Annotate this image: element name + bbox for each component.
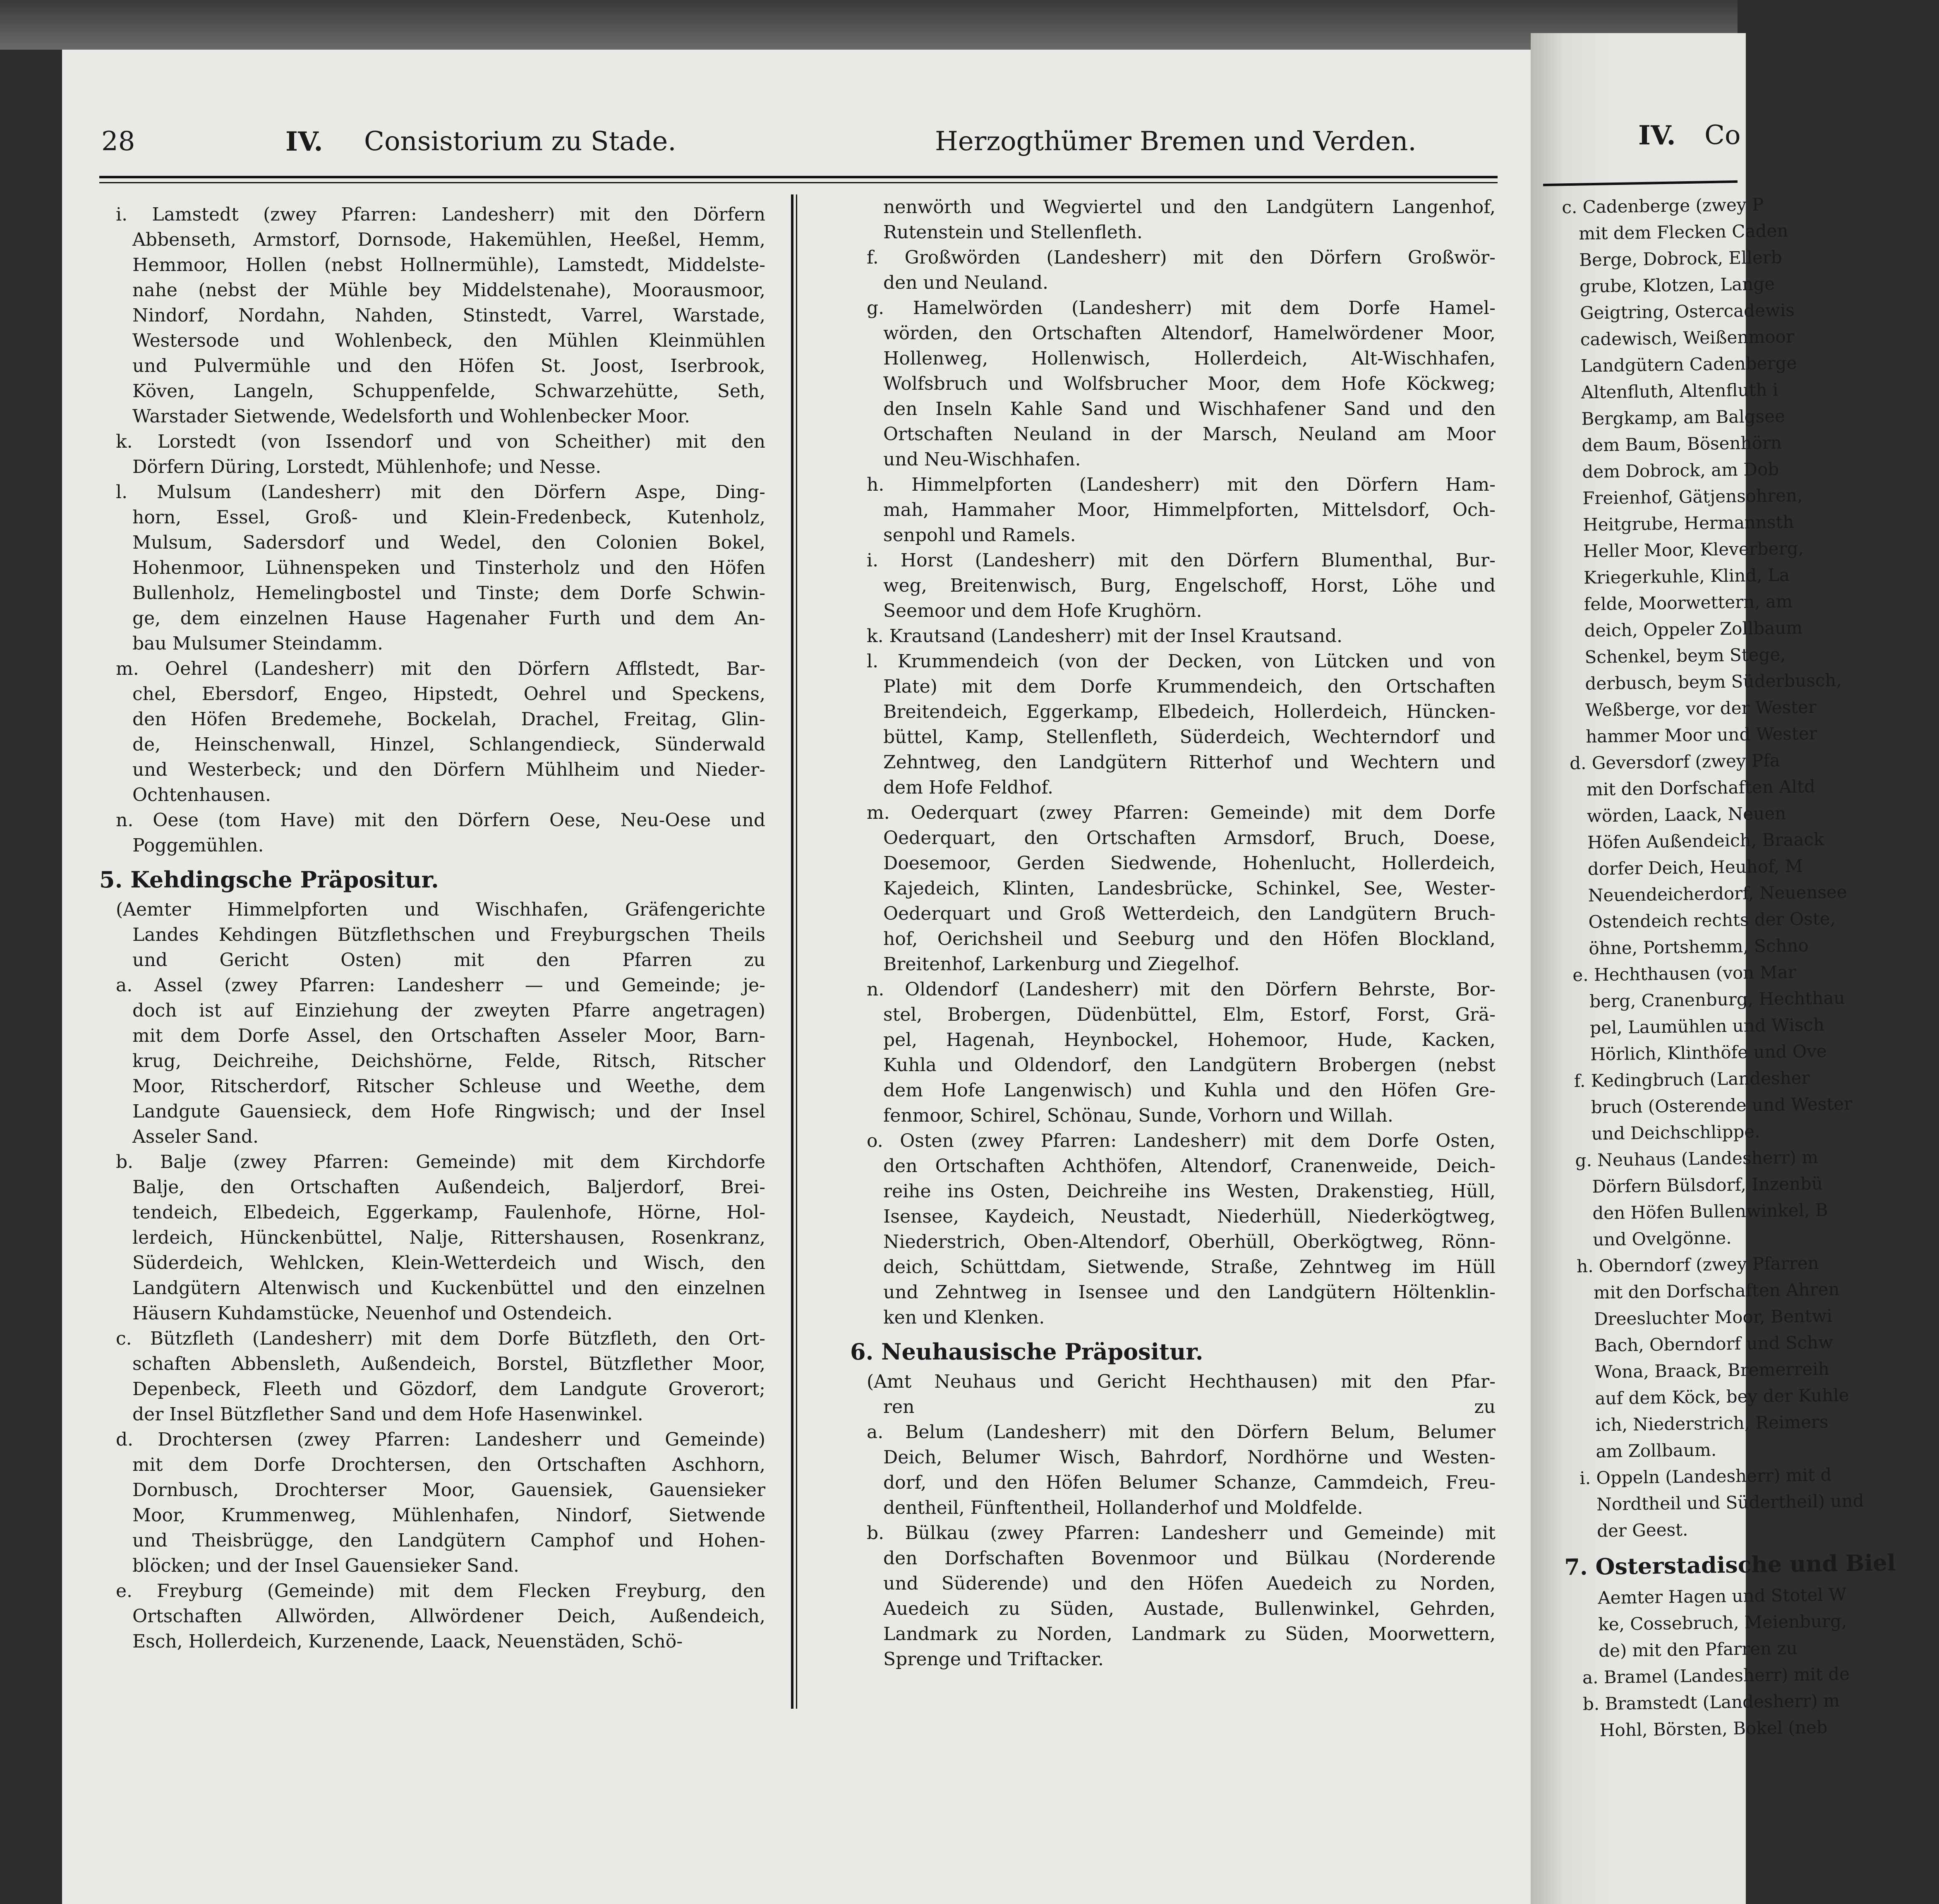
next-page-chapter: IV.	[1638, 120, 1676, 151]
text-line: Bullenholz, Hemelingbostel und Tinste; dem Dorfe Schwin-	[132, 583, 765, 604]
text-line: Ostendeich rechts der Oste,	[1588, 908, 1836, 932]
text-line: der Insel Bützflether Sand und dem Hofe Hasenwinkel.	[132, 1404, 643, 1425]
text-line: Landgütern Cadenberge	[1580, 353, 1797, 376]
text-line: dorfer Deich, Heuhof, M	[1587, 856, 1803, 879]
text-line: der Geest.	[1596, 1519, 1688, 1541]
left-column	[99, 202, 765, 1654]
text-line: dem Hofe Langenwisch) und Kuhla und den Höfen Gre-	[883, 1080, 1496, 1101]
text-line: derbusch, beym Süderbusch,	[1585, 670, 1842, 694]
entry-first-line: m. Oederquart (zwey Pfarren: Gemeinde) mit dem Dorfe	[867, 802, 1496, 823]
entry-first-line: n. Oldendorf (Landesherr) mit den Dörfern Behrste, Bor-	[867, 979, 1496, 1000]
text-line: de, Heinschenwall, Hinzel, Schlangendieck, Sünderwald	[132, 734, 765, 755]
text-line: wörden, Laack, Neuen	[1587, 803, 1786, 826]
text-line: ge, dem einzelnen Hause Hagenaher Furth und dem An-	[132, 608, 765, 629]
text-line: ich, Niederstrich, Reimers	[1595, 1411, 1829, 1435]
entry-first-line: i. Lamstedt (zwey Pfarren: Landesherr) mit den Dörfern	[116, 204, 765, 225]
text-line: Höfen Außendeich, Braack	[1587, 829, 1824, 853]
entry-first-line: b. Bramstedt (Landesherr) m	[1582, 1690, 1840, 1715]
text-line: Poggemühlen.	[132, 835, 264, 856]
entry-first-line: b. Balje (zwey Pfarren: Gemeinde) mit dem Kirchdorfe	[116, 1151, 765, 1173]
text-line: cadewisch, Weißenmoor	[1580, 326, 1795, 350]
text-line: stel, Brobergen, Düdenbüttel, Elm, Estorf, Forst, Grä-	[883, 1004, 1496, 1025]
text-line: Seemoor und dem Hofe Krughörn.	[883, 600, 1202, 621]
text-line: und Neu-Wischhafen.	[883, 449, 1081, 470]
entry-first-line: a. Assel (zwey Pfarren: Landesherr — und Gemeinde; je-	[116, 975, 765, 996]
scan-background-top	[0, 0, 1738, 50]
text-line: bau Mulsumer Steindamm.	[132, 633, 383, 654]
text-line: Depenbeck, Fleeth und Gözdorf, dem Landgute Groverort;	[132, 1379, 765, 1400]
entry-first-line: c. Bützfleth (Landesherr) mit dem Dorfe Bützfleth, den Ort-	[116, 1328, 765, 1349]
text-line: Heller Moor, Kleverberg,	[1583, 538, 1804, 561]
entry-first-line: l. Mulsum (Landesherr) mit den Dörfern Aspe, Ding-	[116, 482, 765, 503]
text-line: Breitendeich, Eggerkamp, Elbedeich, Hollerdeich, Hüncken-	[883, 701, 1496, 722]
text-line: deich, Schüttdam, Sietwende, Straße, Zehntweg im Hüll	[883, 1257, 1496, 1278]
text-line: lerdeich, Hünckenbüttel, Nalje, Rittershausen, Rosenkranz,	[132, 1227, 765, 1248]
entry-first-line: h. Himmelpforten (Landesherr) mit den Dörfern Ham-	[867, 474, 1496, 495]
section-heading: 5. Kehdingsche Präpositur.	[99, 866, 439, 893]
text-line: den Höfen Bredemehe, Bockelah, Drachel, Freitag, Glin-	[132, 709, 765, 730]
text-line: Hemmoor, Hollen (nebst Hollnermühle), Lamstedt, Middelste-	[132, 254, 765, 276]
entry-first-line: o. Osten (zwey Pfarren: Landesherr) mit dem Dorfe Osten,	[867, 1130, 1496, 1151]
text-line: Dornbusch, Drochterser Moor, Gauensiek, Gauensieker	[132, 1480, 765, 1501]
text-line: Rutenstein und Stellenfleth.	[883, 222, 1143, 243]
text-line: Süderdeich, Wehlcken, Klein-Wetterdeich und Wisch, den	[132, 1252, 765, 1273]
text-line: und Pulvermühle und den Höfen St. Joost, Iserbrook,	[132, 355, 765, 376]
text-line: mit dem Dorfe Drochtersen, den Ortschaften Aschhorn,	[132, 1454, 765, 1475]
text-line: mah, Hammaher Moor, Himmelpforten, Mittelsdorf, Och-	[883, 499, 1496, 520]
text-line: Kriegerkuhle, Klind, La	[1583, 564, 1790, 588]
text-line: Asseler Sand.	[132, 1126, 259, 1147]
text-line: öhne, Portshemm, Schno	[1589, 935, 1809, 959]
chapter-number: IV.	[285, 126, 323, 157]
text-line: Berge, Dobrock, Ellerb	[1579, 247, 1782, 270]
text-line: den Inseln Kahle Sand und Wischhafener Sand und den	[883, 398, 1496, 420]
text-line: dem Dobrock, am Dob	[1582, 459, 1779, 482]
text-line: Isensee, Kaydeich, Neustadt, Niederhüll, Niederkögtweg,	[883, 1206, 1496, 1227]
text-line: fenmoor, Schirel, Schönau, Sunde, Vorhorn und Willah.	[883, 1105, 1393, 1126]
text-line: Plate) mit dem Dorfe Krummendeich, den Ortschaften	[883, 676, 1496, 697]
text-line: Warstader Sietwende, Wedelsforth und Wohlenbecker Moor.	[132, 406, 690, 427]
text-line: und Zehntweg in Isensee und den Landgütern Höltenklin-	[883, 1282, 1496, 1303]
entry-first-line: k. Krautsand (Landesherr) mit der Insel Krautsand.	[867, 626, 1342, 647]
text-line: (Aemter Himmelpforten und Wischhafen, Gräfengerichte	[116, 899, 765, 920]
text-line: Kajedeich, Klinten, Landesbrücke, Schinkel, See, Wester-	[883, 878, 1496, 899]
entry-first-line: a. Belum (Landesherr) mit den Dörfern Belum, Belumer	[867, 1422, 1496, 1443]
text-line: dorf, und den Höfen Belumer Schanze, Cammdeich, Freu-	[883, 1472, 1496, 1493]
text-line: chel, Ebersdorf, Engeo, Hipstedt, Oehrel und Speckens,	[132, 683, 765, 705]
text-line: am Zollbaum.	[1596, 1439, 1717, 1462]
text-line: dentheil, Fünftentheil, Hollanderhof und Moldfelde.	[883, 1497, 1363, 1518]
text-line: Häusern Kuhdamstücke, Neuenhof und Ostendeich.	[132, 1303, 613, 1324]
next-page-title: Co	[1704, 120, 1741, 151]
text-line: tendeich, Elbedeich, Eggerkamp, Faulenhofe, Hörne, Hol-	[132, 1202, 765, 1223]
running-title-right: Herzogthümer Bremen und Verden.	[935, 126, 1417, 157]
text-line: Schenkel, beym Stege,	[1584, 644, 1786, 667]
text-line: den Ortschaften Achthöfen, Altendorf, Cranenweide, Deich-	[883, 1156, 1496, 1177]
text-line: Wona, Braack, Bremerreih	[1594, 1358, 1830, 1382]
entry-first-line: f. Kedingbruch (Landesher	[1574, 1067, 1810, 1091]
next-page-column	[1545, 189, 1939, 1744]
header-rule	[99, 176, 1498, 178]
text-line: Landgute Gauensieck, dem Hofe Ringwisch; und der Insel	[132, 1101, 765, 1122]
text-line: grube, Klotzen, Lange	[1579, 273, 1775, 297]
text-line: und Deichschlippe.	[1591, 1121, 1760, 1144]
text-line: ke, Cossebruch, Meienburg,	[1598, 1611, 1847, 1635]
text-line: Moor, Ritscherdorf, Ritscher Schleuse und Weethe, dem	[132, 1076, 765, 1097]
text-line: nenwörth und Wegviertel und den Landgütern Langenhof,	[883, 197, 1496, 218]
text-line: reihe ins Osten, Deichreihe ins Westen, Drakenstieg, Hüll,	[883, 1181, 1496, 1202]
text-line: und Westerbeck; und den Dörfern Mühlheim und Nieder-	[132, 759, 765, 780]
text-line: Köven, Langeln, Schuppenfelde, Schwarzehütte, Seth,	[132, 381, 765, 402]
text-line: Dreesluchter Moor, Bentwi	[1594, 1305, 1833, 1329]
text-line: Esch, Hollerdeich, Kurzenende, Laack, Neuenstäden, Schö-	[132, 1631, 683, 1652]
text-line: und Gericht Osten) mit den Pfarren zu	[132, 950, 765, 971]
entry-first-line: e. Freyburg (Gemeinde) mit dem Flecken Freyburg, den	[116, 1580, 765, 1602]
entry-first-line: g. Hamelwörden (Landesherr) mit dem Dorfe Hamel-	[867, 297, 1496, 319]
text-line: doch ist auf Einziehung der zweyten Pfarre angetragen)	[132, 1000, 765, 1021]
text-line: Ortschaften Neuland in der Marsch, Neuland am Moor	[883, 424, 1496, 445]
text-line: Mulsum, Sadersdorf und Wedel, den Colonien Bokel,	[132, 532, 765, 553]
text-line: felde, Moorwettern, am	[1584, 591, 1793, 614]
text-line: Geigtring, Ostercadewis	[1579, 300, 1795, 323]
text-line: Dörfern Bülsdorf, Inzenbü	[1592, 1173, 1823, 1197]
text-line: Neuendeicherdorf, Neuensee	[1588, 881, 1848, 906]
text-line: Sprenge und Triftacker.	[883, 1649, 1104, 1670]
entry-first-line: m. Oehrel (Landesherr) mit den Dörfern Afflstedt, Bar-	[116, 658, 765, 679]
text-line: senpohl und Ramels.	[883, 525, 1076, 546]
text-line: und Süderende) und den Höfen Auedeich zu Norden,	[883, 1573, 1496, 1594]
middle-column	[850, 194, 1496, 1672]
text-line: hammer Moor und Wester	[1585, 723, 1817, 747]
text-line: Landes Kehdingen Bützflethschen und Freyburgschen Theils	[132, 924, 765, 945]
text-line: pel, Laumühlen und Wisch	[1589, 1014, 1825, 1038]
text-line: Westersode und Wohlenbeck, den Mühlen Kleinmühlen	[132, 330, 765, 351]
text-line: büttel, Kamp, Stellenfleth, Süderdeich, Wechterndorf und	[883, 727, 1496, 748]
entry-first-line: l. Krummendeich (von der Decken, von Lütcken und von	[867, 651, 1496, 672]
text-line: Hollenweg, Hollenwisch, Hollerdeich, Alt-Wischhafen,	[883, 348, 1496, 369]
text-line: deich, Oppeler Zollbaum	[1584, 617, 1803, 641]
text-line: Oederquart und Groß Wetterdeich, den Landgütern Bruch-	[883, 903, 1496, 924]
text-line: und Theisbrügge, den Landgütern Camphof und Hohen-	[132, 1530, 765, 1551]
text-line: und Ovelgönne.	[1592, 1227, 1732, 1250]
entry-first-line: g. Neuhaus (Landesherr) m	[1575, 1147, 1819, 1171]
text-line: Nordtheil und Südertheil) und	[1596, 1490, 1864, 1515]
text-line: Hohenmoor, Lühnenspeken und Tinsterholz und den Höfen	[132, 557, 765, 578]
text-line: Ochtenhausen.	[132, 784, 271, 806]
text-line: Bergkamp, am Balgsee	[1581, 405, 1786, 429]
text-line: mit dem Flecken Caden	[1578, 220, 1788, 244]
text-line: Heitgrube, Hermannsth	[1582, 511, 1794, 535]
text-line: dem Baum, Bösenhörn	[1582, 432, 1782, 456]
text-line: Freienhof, Gätjensohren,	[1582, 485, 1803, 508]
text-line: Oederquart, den Ortschaften Armsdorf, Bruch, Doese,	[883, 827, 1496, 849]
text-line: den und Neuland.	[883, 272, 1049, 293]
text-line: mit den Dorfschaften Ahren	[1593, 1279, 1840, 1303]
entry-first-line: k. Lorstedt (von Issendorf und von Scheither) mit den	[116, 431, 765, 452]
entry-first-line: b. Bülkau (zwey Pfarren: Landesherr und Gemeinde) mit	[867, 1523, 1496, 1544]
text-line: Niederstrich, Oben-Altendorf, Oberhüll, Oberkögtweg, Rönn-	[883, 1231, 1496, 1252]
entry-first-line: c. Cadenberge (zwey P	[1562, 194, 1764, 218]
entry-first-line: i. Oppeln (Landesherr) mit d	[1579, 1464, 1832, 1489]
text-line: Hohl, Börsten, Bokel (neb	[1599, 1717, 1828, 1741]
text-line: Landgütern Altenwisch und Kuckenbüttel und den einzelnen	[132, 1278, 765, 1299]
text-line: mit dem Dorfe Assel, den Ortschaften Asseler Moor, Barn-	[132, 1025, 765, 1046]
text-line: Wolfsbruch und Wolfsbrucher Moor, dem Hofe Köckweg;	[883, 373, 1496, 394]
text-line: bruch (Osterende und Wester	[1591, 1093, 1853, 1117]
text-line: Kuhla und Oldendorf, den Landgütern Brobergen (nebst	[883, 1055, 1496, 1076]
text-line: hof, Oerichsheil und Seeburg und den Höfen Blockland,	[883, 928, 1496, 950]
text-line: Auedeich zu Süden, Austade, Bullenwinkel, Gehrden,	[883, 1598, 1496, 1619]
header-rule-thin	[99, 182, 1498, 183]
text-line: den Höfen Bullenwinkel, B	[1592, 1199, 1828, 1223]
text-line: Aemter Hagen und Stotel W	[1598, 1584, 1847, 1608]
text-line: de) mit den Pfarren zu	[1598, 1638, 1798, 1661]
entry-first-line: i. Horst (Landesherr) mit den Dörfern Blumenthal, Bur-	[867, 550, 1496, 571]
entry-first-line: h. Oberndorf (zwey Pfarren	[1576, 1253, 1819, 1277]
column-divider	[791, 194, 797, 1709]
text-line: Nindorf, Nordahn, Nahden, Stinstedt, Varrel, Warstade,	[132, 305, 765, 326]
text-line: schaften Abbensleth, Außendeich, Borstel, Bützflether Moor,	[132, 1353, 765, 1374]
text-line: dem Hofe Feldhof.	[883, 777, 1054, 798]
text-line: den Dorfschaften Bovenmoor und Bülkau (Norderende	[883, 1548, 1496, 1569]
text-line: Deich, Belumer Wisch, Bahrdorf, Nordhörne und Westen-	[883, 1447, 1496, 1468]
text-line: mit den Dorfschaften Altd	[1586, 776, 1815, 800]
text-line: Hörlich, Klinthöfe und Ove	[1590, 1041, 1827, 1065]
entry-first-line: e. Hechthausen (von Mar	[1572, 962, 1797, 986]
section-heading: 6. Neuhausische Präpositur.	[850, 1338, 1203, 1365]
text-line: weg, Breitenwisch, Burg, Engelschoff, Horst, Löhe und	[883, 575, 1496, 596]
entry-first-line: n. Oese (tom Have) mit den Dörfern Oese, Neu-Oese und	[116, 810, 765, 831]
entry-first-line: a. Bramel (Landesherr) mit de	[1582, 1664, 1850, 1688]
text-line: Dörfern Düring, Lorstedt, Mühlenhofe; und Nesse.	[132, 456, 602, 477]
text-line: berg, Cranenburg, Hechthau	[1589, 988, 1845, 1012]
text-line: ren zu	[883, 1396, 1496, 1417]
text-line: Balje, den Ortschaften Außendeich, Baljerdorf, Brei-	[132, 1177, 765, 1198]
text-line: Doesemoor, Gerden Siedwende, Hohenlucht, Hollerdeich,	[883, 853, 1496, 874]
entry-first-line: d. Drochtersen (zwey Pfarren: Landesherr und Gemeinde)	[116, 1429, 765, 1450]
page-number: 28	[101, 126, 135, 157]
text-line: ken und Klenken.	[883, 1307, 1045, 1328]
section-heading: 7. Osterstadische und Biel	[1564, 1549, 1896, 1580]
text-line: Abbenseth, Armstorf, Dornsode, Hakemühlen, Heeßel, Hemm,	[132, 229, 765, 250]
text-line: auf dem Köck, bey der Kuhle	[1595, 1385, 1849, 1409]
text-line: Bach, Oberndorf und Schw	[1594, 1332, 1834, 1356]
text-line: Ortschaften Allwörden, Allwördener Deich, Außendeich,	[132, 1606, 765, 1627]
text-line: Zehntweg, den Landgütern Ritterhof und Wechtern und	[883, 752, 1496, 773]
text-line: blöcken; und der Insel Gauensieker Sand.	[132, 1555, 520, 1576]
text-line: krug, Deichreihe, Deichshörne, Felde, Ritsch, Ritscher	[132, 1050, 765, 1072]
text-line: Landmark zu Norden, Landmark zu Süden, Moorwettern,	[883, 1623, 1496, 1645]
text-line: (Amt Neuhaus und Gericht Hechthausen) mit den Pfar-	[867, 1371, 1496, 1392]
text-line: horn, Essel, Groß- und Klein-Fredenbeck, Kutenholz,	[132, 507, 765, 528]
text-line: nahe (nebst der Mühle bey Middelstenahe), Moorausmoor,	[132, 280, 765, 301]
text-line: Breitenhof, Larkenburg und Ziegelhof.	[883, 954, 1240, 975]
text-line: Moor, Krummenweg, Mühlenhafen, Nindorf, Sietwende	[132, 1505, 765, 1526]
text-line: Weßberge, vor der Wester	[1585, 696, 1817, 720]
entry-first-line: f. Großwörden (Landesherr) mit den Dörfern Großwör-	[867, 247, 1496, 268]
running-title-left: Consistorium zu Stade.	[364, 126, 676, 157]
text-line: Altenfluth, Altenfluth i	[1581, 379, 1778, 403]
text-line: wörden, den Ortschaften Altendorf, Hamelwördener Moor,	[883, 323, 1496, 344]
entry-first-line: d. Geversdorf (zwey Pfa	[1569, 750, 1781, 774]
text-line: pel, Hagenah, Heynbockel, Hohemoor, Hude, Kacken,	[883, 1029, 1496, 1050]
